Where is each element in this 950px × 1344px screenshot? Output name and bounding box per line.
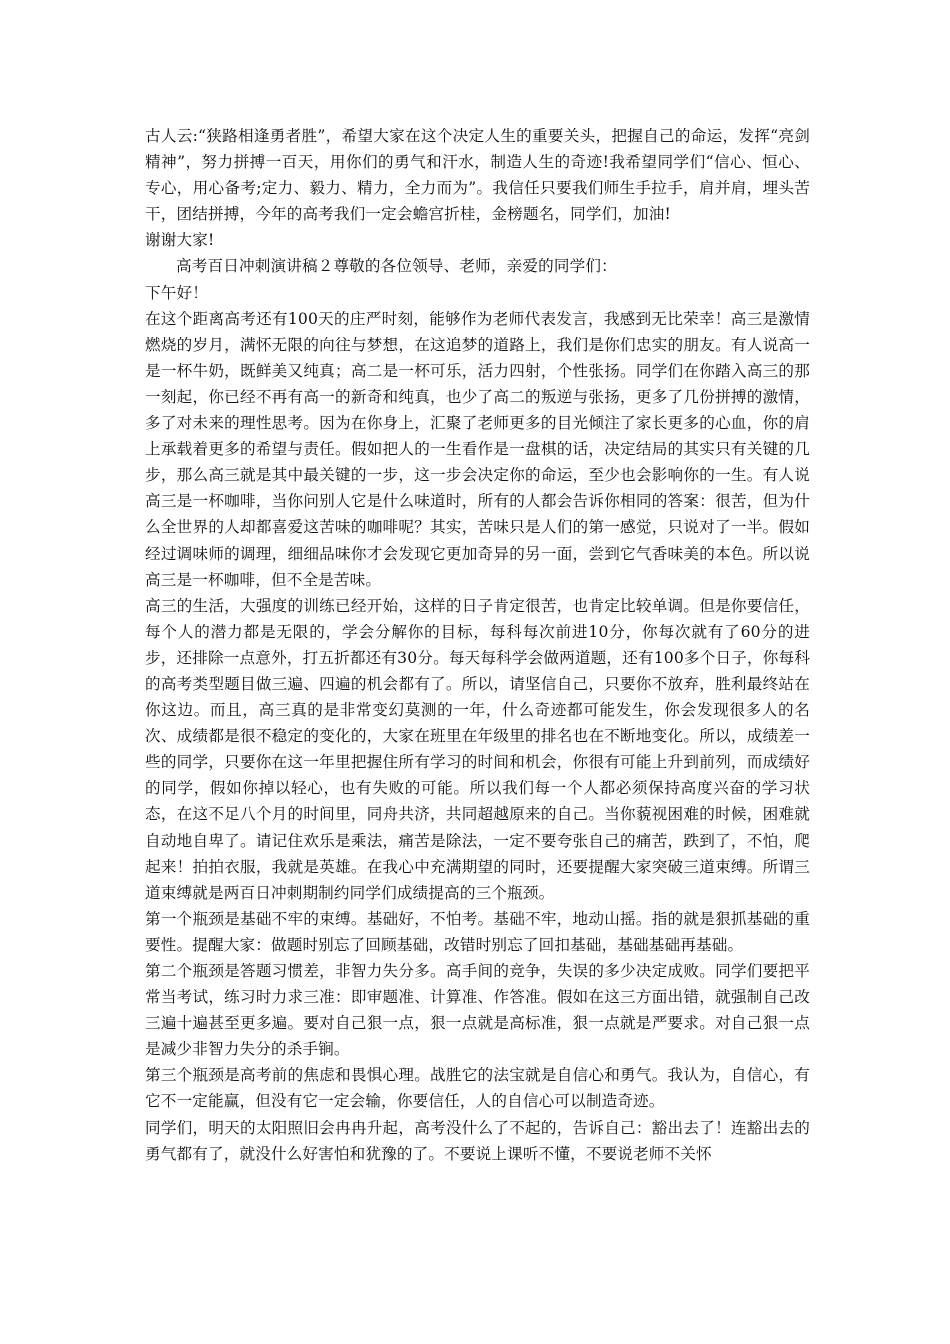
document-body xyxy=(145,123,810,1167)
paragraph-coffee: 在这个距离高考还有100天的庄严时刻，能够作为老师代表发言，我感到无比荣幸！高三是激情燃烧的岁月，满怀无限的向往与梦想，在这追梦的道路上，我们是你们忠实的朋友。有人说高一是一杯牛奶，既鲜美又纯真；高二是一杯可乐，活力四射，个性张扬。同学们在你踏入高三的那一刻起，你已经不再有高一的新奇和纯真，也少了高二的叛逆与张扬，更多了几份拼搏的激情，多了对未来的理性思考。因为在你身上，汇聚了老师更多的目光倾注了家长更多的心血，你的肩上承载着更多的希望与责任。假如把人的一生看作是一盘棋的话，决定结局的其实只有关键的几步，那么高三就是其中最关键的一步，这一步会决定你的命运，至少也会影响你的一生。有人说高三是一杯咖啡，当你问别人它是什么味道时，所有的人都会告诉你相同的答案：很苦，但为什么全世界的人却都喜爱这苦味的咖啡呢？其实，苦味只是人们的第一感觉，只说对了一半。假如经过调味师的调理，细细品味你才会发现它更加奇异的另一面，尝到它气香味美的本色。所以说高三是一杯咖啡，但不全是苦味。 xyxy=(145,309,810,589)
paragraph-bottleneck-2: 第二个瓶颈是答题习惯差，非智力失分多。高手间的竞争，失误的多少决定成败。同学们要把平常当考试，练习时力求三准：即审题准、计算准、作答准。假如在这三方面出错，就强制自己改三遍十遍甚至更多遍。要对自己狠一点，狠一点就是高标准，狠一点就是严要求。对自己狠一点是减少非智力失分的杀手锏。 xyxy=(145,962,810,1059)
paragraph-speech-title: 高考百日冲刺演讲稿２尊敬的各位领导、老师，亲爱的同学们： xyxy=(176,257,617,276)
paragraph-final: 同学们，明天的太阳照旧会冉冉升起，高考没什么了不起的，告诉自己：豁出去了！连豁出去的勇气都有了，就没什么好害怕和犹豫的了。不要说上课听不懂，不要说老师不关怀 xyxy=(145,1118,810,1163)
paragraph-greeting: 下午好！ xyxy=(145,283,208,302)
paragraph-thanks: 谢谢大家! xyxy=(145,231,215,250)
paragraph-bottleneck-1: 第一个瓶颈是基础不牢的束缚。基础好，不怕考。基础不牢，地动山摇。指的就是狠抓基础的重要性。提醒大家：做题时别忘了回顾基础，改错时别忘了回扣基础，基础基础再基础。 xyxy=(145,909,810,954)
paragraph-senior-life: 高三的生活，大强度的训练已经开始，这样的日子肯定很苦，也肯定比较单调。但是你要信任，每个人的潜力都是无限的，学会分解你的目标，每科每次前进10分，你每次就有了60分的进步，还排除一点意外，打五折都还有30分。每天每科学会做两道题，还有100多个日子，你每科的高考类型题目做三遍、四遍的机会都有了。所以，请坚信自己，只要你不放弃，胜利最终站在你这边。而且，高三真的是非常变幻莫测的一年，什么奇迹都可能发生，你会发现很多人的名次、成绩都是很不稳定的变化的，大家在班里在年级里的排名也在不断地变化。所以，成绩差一些的同学，只要你在这一年里把握住所有学习的时间和机会，你很有可能上升到前列，而成绩好的同学，假如你掉以轻心，也有失败的可能。所以我们每一个人都必须保持高度兴奋的学习状态，在这不足八个月的时间里，同舟共济，共同超越原来的自己。当你藐视困难的时候，困难就自动地自卑了。请记住欢乐是乘法，痛苦是除法，一定不要夸张自己的痛苦，跌到了，不怕，爬起来！拍拍衣服，我就是英雄。在我心中充满期望的同时，还要提醒大家突破三道束缚。所谓三道束缚就是两百日冲刺期制约同学们成绩提高的三个瓶颈。 xyxy=(145,596,810,902)
paragraph-bottleneck-3: 第三个瓶颈是高考前的焦虑和畏惧心理。战胜它的法宝就是自信心和勇气。我认为，自信心，有它不一定能赢，但没有它一定会输，你要信任，人的自信心可以制造奇迹。 xyxy=(145,1066,810,1111)
paragraph-closing-quote: 古人云:“狭路相逢勇者胜”，希望大家在这个决定人生的重要关头，把握自己的命运，发挥“亮剑精神”，努力拼搏一百天，用你们的勇气和汗水，制造人生的奇迹!我希望同学们“信心、恒心、专心，用心备考;定力、毅力、精力，全力而为”。我信任只要我们师生手拉手，肩并肩，埋头苦干，团结拼搏，今年的高考我们一定会蟾宫折桂，金榜题名，同学们，加油! xyxy=(145,127,810,224)
